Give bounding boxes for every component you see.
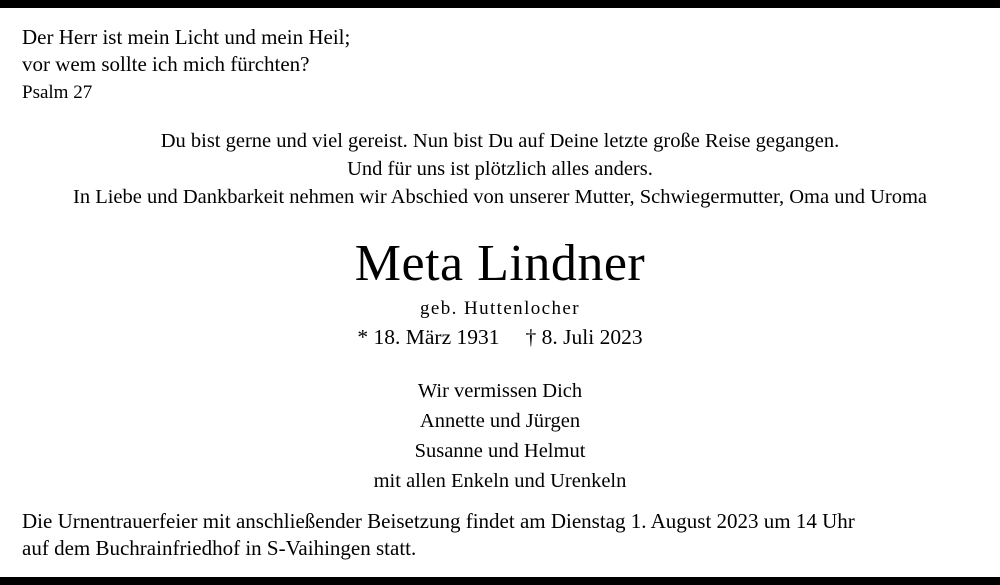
funeral-details-line: auf dem Buchrainfriedhof in S-Vaihingen statt. (22, 536, 417, 561)
lead-line: Du bist gerne und viel gereist. Nun bist Du auf Deine letzte große Reise gegangen. (160, 130, 840, 153)
funeral-details-line: Die Urnentrauerfeier mit anschließender Beisetzung findet am Dienstag 1. August 2023 um 14 Uhr (22, 508, 855, 533)
family-line: mit allen Enkeln und Urenkeln (373, 470, 627, 493)
birth-date: * 18. März 1931 (357, 325, 500, 350)
lead-text (22, 127, 978, 211)
death-date: † 8. Juli 2023 (525, 325, 643, 350)
deceased-maiden-name: geb. Huttenlocher (420, 298, 580, 320)
deceased-dates (22, 325, 978, 350)
funeral-details (22, 508, 978, 563)
family-line: Wir vermissen Dich (417, 380, 583, 403)
lead-line: In Liebe und Dankbarkeit nehmen wir Abschied von unserer Mutter, Schwiegermutter, Oma und Uroma (73, 186, 927, 209)
bible-verse (22, 24, 978, 105)
verse-reference: Psalm 27 (22, 81, 93, 103)
deceased-block (22, 237, 978, 350)
verse-line: Der Herr ist mein Licht und mein Heil; (22, 25, 351, 49)
lead-line: Und für uns ist plötzlich alles anders. (347, 158, 653, 181)
notice-inner (0, 8, 1000, 577)
family-line: Susanne und Helmut (414, 440, 586, 463)
family-line: Annette und Jürgen (419, 410, 581, 433)
deceased-name: Meta Lindner (354, 235, 646, 293)
family-block (22, 376, 978, 497)
verse-line: vor wem sollte ich mich fürchten? (22, 52, 310, 77)
